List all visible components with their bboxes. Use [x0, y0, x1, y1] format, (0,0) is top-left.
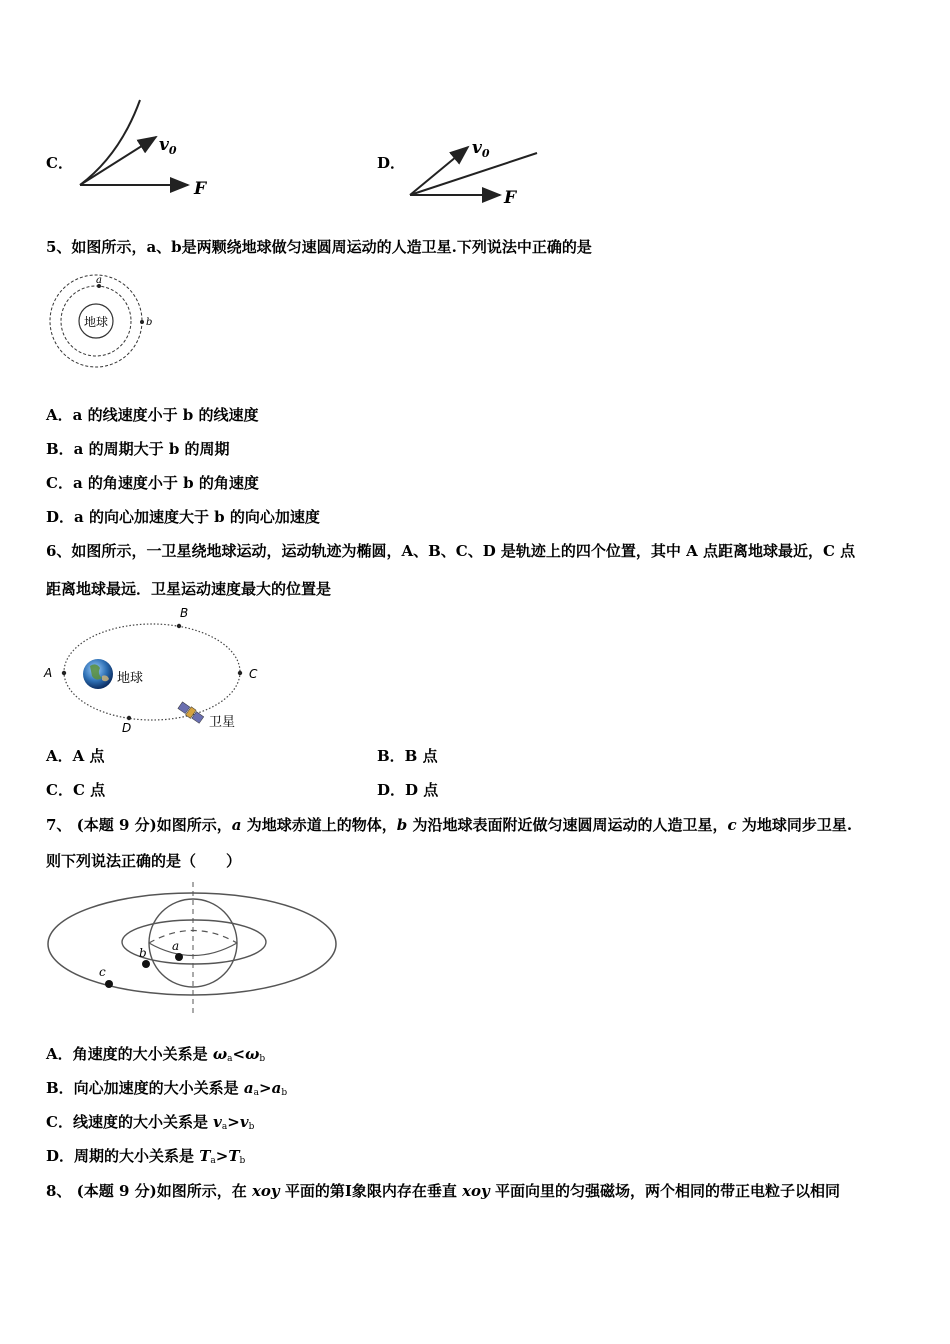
point-c-label: C	[249, 667, 258, 681]
point-b-label: B	[180, 606, 189, 620]
point-c-dot	[238, 671, 242, 675]
q5-option-c: C．a 的角速度小于 b 的角速度	[46, 474, 259, 492]
earth-label: 地球	[117, 671, 144, 686]
f-label: F	[194, 179, 207, 199]
satellite-b-label: b	[139, 946, 147, 960]
q5-option-d: D．a 的向心加速度大于 b 的向心加速度	[46, 508, 320, 526]
q5-option-b: B．a 的周期大于 b 的周期	[46, 440, 230, 458]
point-b-dot	[177, 624, 181, 628]
satellite-b-dot	[142, 960, 150, 968]
q4-option-c-figure	[68, 92, 228, 207]
q6-option-d: D．D 点	[377, 781, 439, 799]
q5-stem: 5、如图所示，a、b是两颗绕地球做匀速圆周运动的人造卫星.下列说法中正确的是	[46, 238, 592, 256]
object-a-label: a	[172, 939, 180, 953]
q6-option-b: B．B 点	[377, 747, 438, 765]
trajectory-curve	[80, 100, 140, 185]
v0-vector	[410, 147, 468, 195]
satellite-label: 卫星	[209, 715, 236, 730]
geo-orbit	[48, 893, 336, 995]
v0-label: $v_0$	[472, 138, 490, 160]
q7-option-c: C．线速度的大小关系是 $v_a>v_b$	[46, 1113, 255, 1132]
q7-option-a: A．角速度的大小关系是 $\omega_a<\omega_b$	[46, 1045, 266, 1064]
q5-figure	[44, 272, 164, 372]
satellite-a-label: a	[96, 275, 102, 286]
q7-option-b: B．向心加速度的大小关系是 $a_a>a_b$	[46, 1079, 288, 1098]
q7-option-d: D．周期的大小关系是 $T_a>T_b$	[46, 1147, 246, 1166]
satellite-c-label: c	[99, 965, 106, 979]
q5-option-a: A．a 的线速度小于 b 的线速度	[46, 406, 259, 424]
earth-label: 地球	[83, 315, 109, 329]
point-d-dot	[127, 716, 131, 720]
q6-stem-line1: 6、如图所示，一卫星绕地球运动，运动轨迹为椭圆，A、B、C、D 是轨迹上的四个位置，其中 A 点距离地球最近，C 点	[46, 542, 856, 560]
point-a-label: A	[44, 666, 53, 680]
satellite-b-dot	[140, 320, 144, 324]
q4-option-d-label: D．	[377, 154, 406, 172]
satellite-c-dot	[105, 980, 113, 988]
v0-label: $v_0$	[159, 135, 177, 157]
point-a-dot	[62, 671, 66, 675]
q6-stem-line2: 距离地球最远．卫星运动速度最大的位置是	[46, 580, 332, 598]
trajectory-line	[410, 153, 537, 195]
q6-option-a: A．A 点	[46, 747, 105, 765]
q4-option-d-figure	[400, 125, 550, 210]
q6-option-c: C．C 点	[46, 781, 106, 799]
q7-stem-line1: 7、 (本题 9 分)如图所示，a 为地球赤道上的物体，b 为沿地球表面附近做匀速圆周运动的人造卫星，c 为地球同步卫星.	[46, 816, 853, 834]
q6-figure	[40, 602, 280, 737]
point-d-label: D	[122, 721, 132, 735]
q8-stem-line1: 8、 (本题 9 分)如图所示，在 xoy 平面的第Ⅰ象限内存在垂直 xoy 平面向里的匀强磁场，两个相同的带正电粒子以相同	[46, 1182, 841, 1200]
f-label: F	[504, 188, 517, 208]
satellite-b-label: b	[146, 317, 153, 328]
q4-option-c-label: C．	[46, 154, 73, 172]
q7-figure	[44, 878, 344, 1018]
q7-stem-line2: 则下列说法正确的是（ ）	[46, 852, 242, 870]
object-a-dot	[175, 953, 183, 961]
